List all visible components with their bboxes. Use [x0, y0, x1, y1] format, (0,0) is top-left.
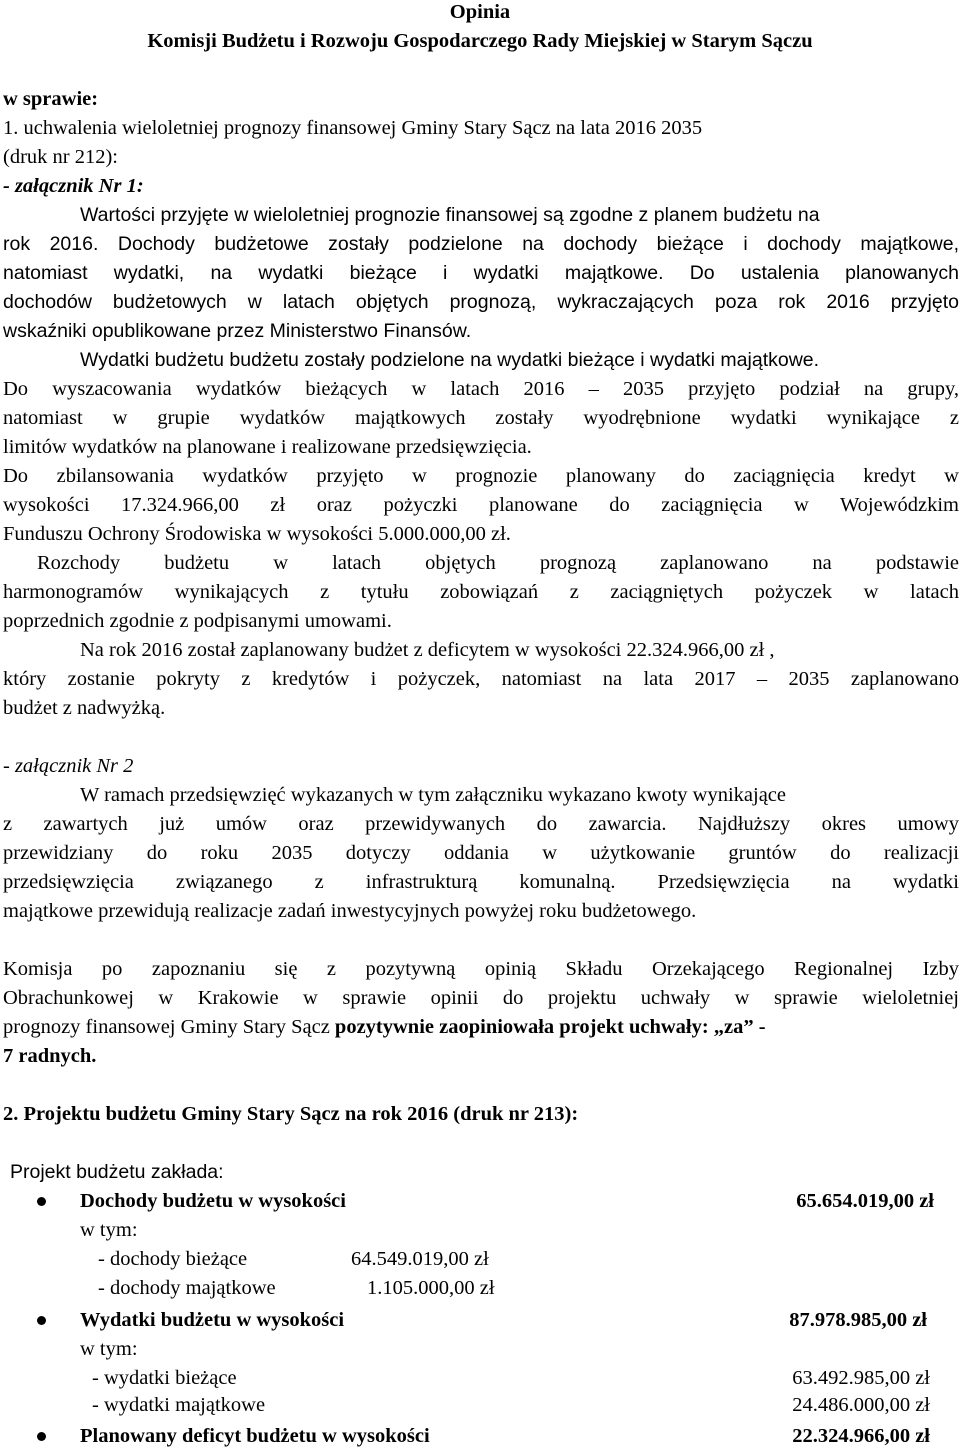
- komisja-line3-text: prognozy finansowej Gminy Stary Sącz: [3, 1016, 335, 1038]
- deficyt-label: Planowany deficyt budżetu w wysokości: [80, 1425, 430, 1447]
- document-subtitle: Komisji Budżetu i Rozwoju Gospodarczego Rady Miejskiej w Starym Sączu: [147, 30, 813, 52]
- zal1-line: Wydatki budżetu budżetu zostały podzielone na wydatki bieżące i wydatki majątkowe.: [80, 349, 820, 371]
- zal1-line: dochodów budżetowych w latach objętych prognozą, wykraczających poza rok 2016 przyjęto: [3, 291, 959, 313]
- dochody-label: Dochody budżetu w wysokości: [80, 1190, 346, 1212]
- bullet-icon: [37, 1316, 46, 1325]
- wydatki-w-tym: w tym:: [80, 1338, 138, 1360]
- komisja-votes: 7 radnych.: [3, 1045, 97, 1067]
- zal1-line: Do wyszacowania wydatków bieżących w latach 2016 – 2035 przyjęto podział na grupy,: [3, 378, 959, 400]
- dochody-biezace-label: - dochody bieżące: [98, 1248, 248, 1270]
- item1-line2: (druk nr 212):: [3, 146, 119, 168]
- zal2-line: W ramach przedsięwzięć wykazanych w tym załączniku wykazano kwoty wynikające: [80, 784, 786, 806]
- zal1-line: wysokości 17.324.966,00 zł oraz pożyczki planowane do zaciągnięcia w Wojewódzkim: [3, 494, 959, 516]
- wydatki-majatkowe-label: - wydatki majątkowe: [92, 1394, 266, 1416]
- komisja-verdict: pozytywnie zaopiniowała projekt uchwały: „za” -: [334, 1016, 766, 1038]
- zal1-line: budżet z nadwyżką.: [3, 697, 166, 719]
- document-title: Opinia: [449, 1, 511, 23]
- zal1-line: Rozchody budżetu w latach objętych prognozą zaplanowano na podstawie: [37, 552, 959, 574]
- zal2-heading: - załącznik Nr 2: [3, 755, 134, 777]
- zal1-line: natomiast w grupie wydatków majątkowych zostały wyodrębnione wydatki wynikające z: [3, 407, 959, 429]
- w-sprawie-label: w sprawie:: [3, 88, 99, 110]
- dochody-total: 65.654.019,00 zł: [796, 1190, 934, 1212]
- zal2-line: z zawartych już umów oraz przewidywanych do zawarcia. Najdłuższy okres umowy: [3, 813, 959, 835]
- bullet-icon: [37, 1432, 46, 1441]
- dochody-w-tym: w tym:: [80, 1219, 138, 1241]
- zal1-line: Wartości przyjęte w wieloletniej prognozie finansowej są zgodne z planem budżetu na: [80, 204, 820, 226]
- dochody-biezace-value: 64.549.019,00 zł: [351, 1248, 489, 1270]
- wydatki-majatkowe-value: 24.486.000,00 zł: [792, 1394, 930, 1416]
- zal1-line: poprzednich zgodnie z podpisanymi umowami.: [3, 610, 392, 632]
- komisja-line3: [3, 1013, 766, 1042]
- bullet-icon: [37, 1197, 46, 1206]
- zal1-line: rok 2016. Dochody budżetowe zostały podzielone na dochody bieżące i dochody majątkowe,: [3, 233, 959, 255]
- section2-heading: 2. Projektu budżetu Gminy Stary Sącz na rok 2016 (druk nr 213):: [3, 1103, 579, 1125]
- zal1-line: Do zbilansowania wydatków przyjęto w prognozie planowany do zaciągnięcia kredyt w: [3, 465, 959, 487]
- zal1-heading: - załącznik Nr 1:: [3, 175, 144, 197]
- wydatki-total: 87.978.985,00 zł: [789, 1309, 927, 1331]
- zal1-line: harmonogramów wynikających z tytułu zobowiązań z zaciągniętych pożyczek w latach: [3, 581, 959, 603]
- wydatki-label: Wydatki budżetu w wysokości: [80, 1309, 345, 1331]
- zal1-line: limitów wydatków na planowane i realizowane przedsięwzięcia.: [3, 436, 532, 458]
- zal2-line: przedsięwzięcia związanego z infrastrukturą komunalną. Przedsięwzięcia na wydatki: [3, 871, 959, 893]
- wydatki-biezace-label: - wydatki bieżące: [92, 1367, 237, 1389]
- dochody-majatkowe-value: 1.105.000,00 zł: [367, 1277, 495, 1299]
- komisja-line1: Komisja po zapoznaniu się z pozytywną opinią Składu Orzekającego Regionalnej Izby: [3, 958, 959, 980]
- projekt-zaklada: Projekt budżetu zakłada:: [10, 1161, 224, 1183]
- deficyt-total: 22.324.966,00 zł: [792, 1425, 930, 1447]
- item1-line1: 1. uchwalenia wieloletniej prognozy finansowej Gminy Stary Sącz na lata 2016 2035: [3, 117, 703, 139]
- zal1-line: Na rok 2016 został zaplanowany budżet z deficytem w wysokości 22.324.966,00 zł ,: [80, 639, 775, 661]
- zal2-line: majątkowe przewidują realizacje zadań inwestycyjnych powyżej roku budżetowego.: [3, 900, 697, 922]
- dochody-majatkowe-label: - dochody majątkowe: [98, 1277, 276, 1299]
- zal1-line: natomiast wydatki, na wydatki bieżące i wydatki majątkowe. Do ustalenia planowanych: [3, 262, 959, 284]
- zal2-line: przewidziany do roku 2035 dotyczy oddania w użytkowanie gruntów do realizacji: [3, 842, 959, 864]
- zal1-line: Funduszu Ochrony Środowiska w wysokości 5.000.000,00 zł.: [3, 523, 511, 545]
- komisja-line2: Obrachunkowej w Krakowie w sprawie opinii do projektu uchwały w sprawie wieloletniej: [3, 987, 959, 1009]
- zal1-line: wskaźniki opublikowane przez Ministerstwo Finansów.: [3, 320, 472, 342]
- zal1-line: który zostanie pokryty z kredytów i pożyczek, natomiast na lata 2017 – 2035 zaplanowano: [3, 668, 959, 690]
- wydatki-biezace-value: 63.492.985,00 zł: [792, 1367, 930, 1389]
